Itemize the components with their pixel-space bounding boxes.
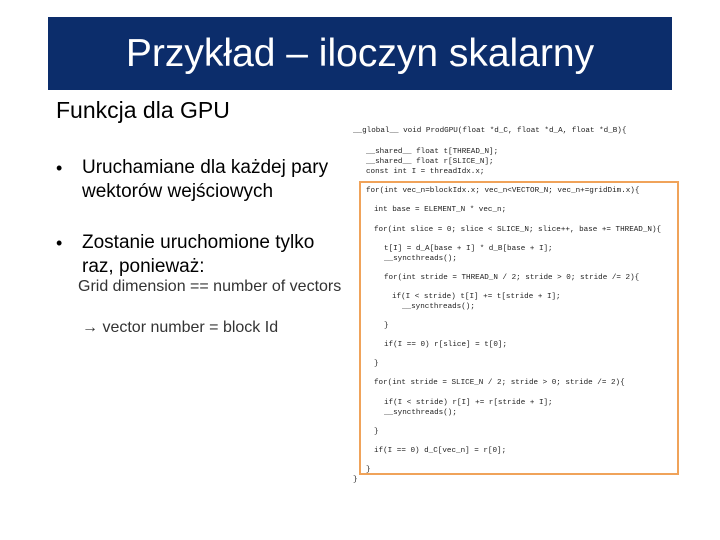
bullet-2-line-1: Zostanie uruchomione tylko (82, 232, 315, 253)
vector-number-note (82, 319, 278, 337)
code-line: __syncthreads(); (402, 303, 475, 311)
code-line: t[I] = d_A[base + I] * d_B[base + I]; (384, 245, 553, 253)
code-line: __shared__ float r[SLICE_N]; (366, 158, 494, 166)
code-line: } (353, 476, 358, 484)
code-line: } (384, 322, 389, 330)
code-line: __syncthreads(); (384, 409, 457, 417)
code-line: } (366, 466, 371, 474)
code-line: for(int stride = THREAD_N / 2; stride > 0; stride /= 2){ (384, 274, 640, 282)
code-line: if(I == 0) r[slice] = t[0]; (384, 341, 508, 349)
bullet-1-line-1: Uruchamiane dla każdej pary (82, 157, 329, 178)
vector-note-text: vector number = block Id (98, 319, 279, 336)
grid-dimension-note: Grid dimension == number of vectors (78, 278, 342, 295)
code-line: } (374, 360, 379, 368)
bullet-marker-2: • (56, 233, 63, 253)
code-line: __shared__ float t[THREAD_N]; (366, 148, 499, 156)
code-line: if(I < stride) r[I] += r[stride + I]; (384, 399, 553, 407)
code-line: __syncthreads(); (384, 255, 457, 263)
bullet-marker-1: • (56, 158, 63, 178)
title-bar (48, 17, 672, 90)
bullet-1-line-2: wektorów wejściowych (82, 181, 274, 202)
code-line: for(int slice = 0; slice < SLICE_N; slice++, base += THREAD_N){ (374, 226, 662, 234)
code-line: if(I < stride) t[I] += t[stride + I]; (392, 293, 561, 301)
arrow-right-icon: → (82, 319, 98, 336)
code-line: if(I == 0) d_C[vec_n] = r[0]; (374, 447, 507, 455)
code-line: } (374, 428, 379, 436)
subtitle: Funkcja dla GPU (56, 97, 230, 123)
code-line: for(int vec_n=blockIdx.x; vec_n<VECTOR_N; vec_n+=gridDim.x){ (366, 187, 640, 195)
code-line: int base = ELEMENT_N * vec_n; (374, 206, 507, 214)
code-line: for(int stride = SLICE_N / 2; stride > 0; stride /= 2){ (374, 379, 625, 387)
bullet-2-line-2: raz, ponieważ: (82, 256, 205, 277)
slide-title: Przykład – iloczyn skalarny (125, 32, 595, 75)
code-line: const int I = threadIdx.x; (366, 168, 485, 176)
code-line: __global__ void ProdGPU(float *d_C, float *d_A, float *d_B){ (353, 127, 627, 135)
